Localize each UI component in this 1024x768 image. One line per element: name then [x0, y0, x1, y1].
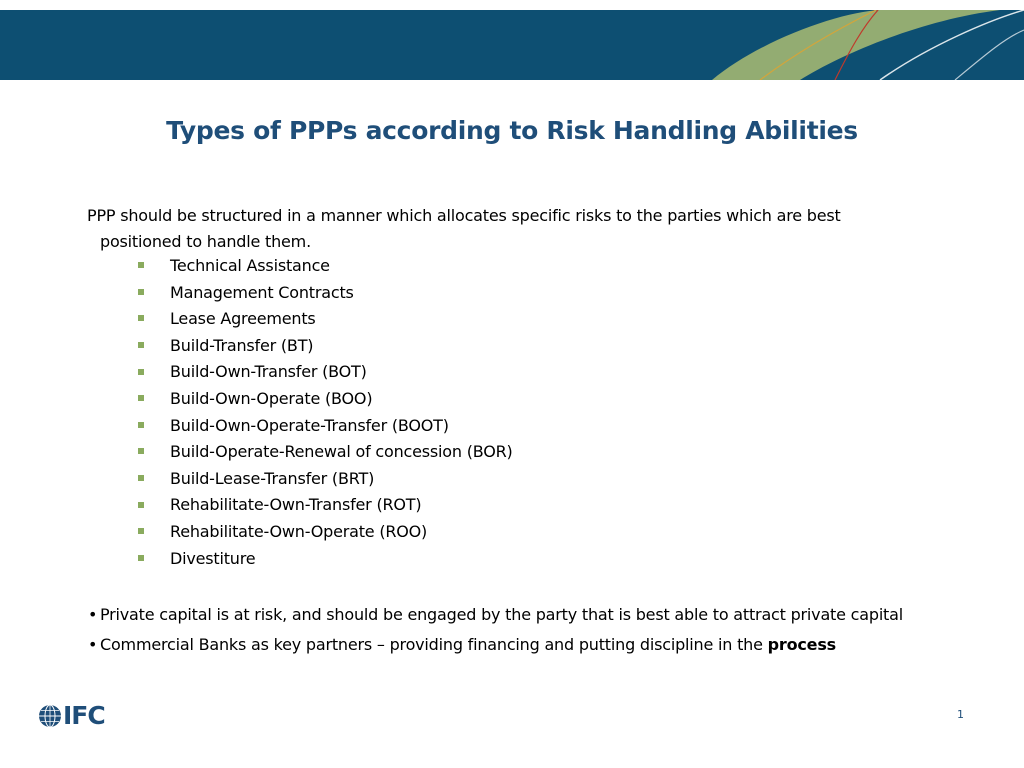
key-point-commercial-banks	[88, 630, 903, 660]
header-band	[0, 10, 1024, 80]
list-item	[138, 413, 513, 440]
ppp-models-list	[138, 253, 513, 572]
square-bullet-icon	[138, 315, 144, 321]
list-item-label: Divestiture	[170, 548, 256, 568]
key-point-text: Private capital is at risk, and should be engaged by the party that is best able to attract private capital	[100, 605, 903, 624]
list-item	[138, 280, 513, 307]
round-bullet-icon: •	[88, 605, 98, 624]
key-point-text: Commercial Banks as key partners – providing financing and putting discipline in the	[100, 635, 768, 654]
intro-line-2: positioned to handle them.	[100, 232, 311, 251]
list-item-label: Build-Own-Operate-Transfer (BOOT)	[170, 415, 449, 435]
square-bullet-icon	[138, 262, 144, 268]
list-item-label: Build-Own-Transfer (BOT)	[170, 362, 367, 382]
list-item-label: Build-Lease-Transfer (BRT)	[170, 468, 375, 488]
square-bullet-icon	[138, 555, 144, 561]
list-item-label: Rehabilitate-Own-Transfer (ROT)	[170, 495, 422, 515]
list-item-label: Technical Assistance	[170, 256, 330, 275]
list-item	[138, 546, 513, 573]
list-item-label: Build-Transfer (BT)	[170, 335, 314, 355]
round-bullet-icon: •	[88, 635, 98, 654]
key-point-private-capital	[88, 600, 903, 630]
list-item-label: Management Contracts	[170, 282, 354, 302]
key-point-emphasis: process	[767, 635, 836, 654]
square-bullet-icon	[138, 289, 144, 295]
key-points-list	[88, 600, 903, 660]
ifc-logo	[38, 702, 105, 730]
list-item	[138, 359, 513, 386]
square-bullet-icon	[138, 502, 144, 508]
slide-title: Types of PPPs according to Risk Handling Abilities	[166, 116, 858, 145]
square-bullet-icon	[138, 395, 144, 401]
square-bullet-icon	[138, 475, 144, 481]
list-item	[138, 492, 513, 519]
globe-icon	[38, 704, 62, 728]
list-item-label: Build-Own-Operate (BOO)	[170, 388, 373, 408]
list-item	[138, 386, 513, 413]
page-number: 1	[957, 708, 964, 721]
list-item	[138, 466, 513, 493]
list-item	[138, 333, 513, 360]
square-bullet-icon	[138, 448, 144, 454]
list-item	[138, 253, 513, 280]
intro-line-1: PPP should be structured in a manner which allocates specific risks to the parties which are best	[87, 206, 841, 225]
ifc-logo-text: IFC	[63, 701, 105, 730]
list-item	[138, 439, 513, 466]
list-item-label: Rehabilitate-Own-Operate (ROO)	[170, 521, 428, 541]
intro-paragraph	[87, 203, 907, 255]
square-bullet-icon	[138, 422, 144, 428]
list-item	[138, 306, 513, 333]
square-bullet-icon	[138, 342, 144, 348]
square-bullet-icon	[138, 369, 144, 375]
square-bullet-icon	[138, 528, 144, 534]
list-item	[138, 519, 513, 546]
list-item-label: Build-Operate-Renewal of concession (BOR)	[170, 442, 513, 462]
list-item-label: Lease Agreements	[170, 309, 316, 329]
header-band-graphic	[0, 10, 1024, 80]
